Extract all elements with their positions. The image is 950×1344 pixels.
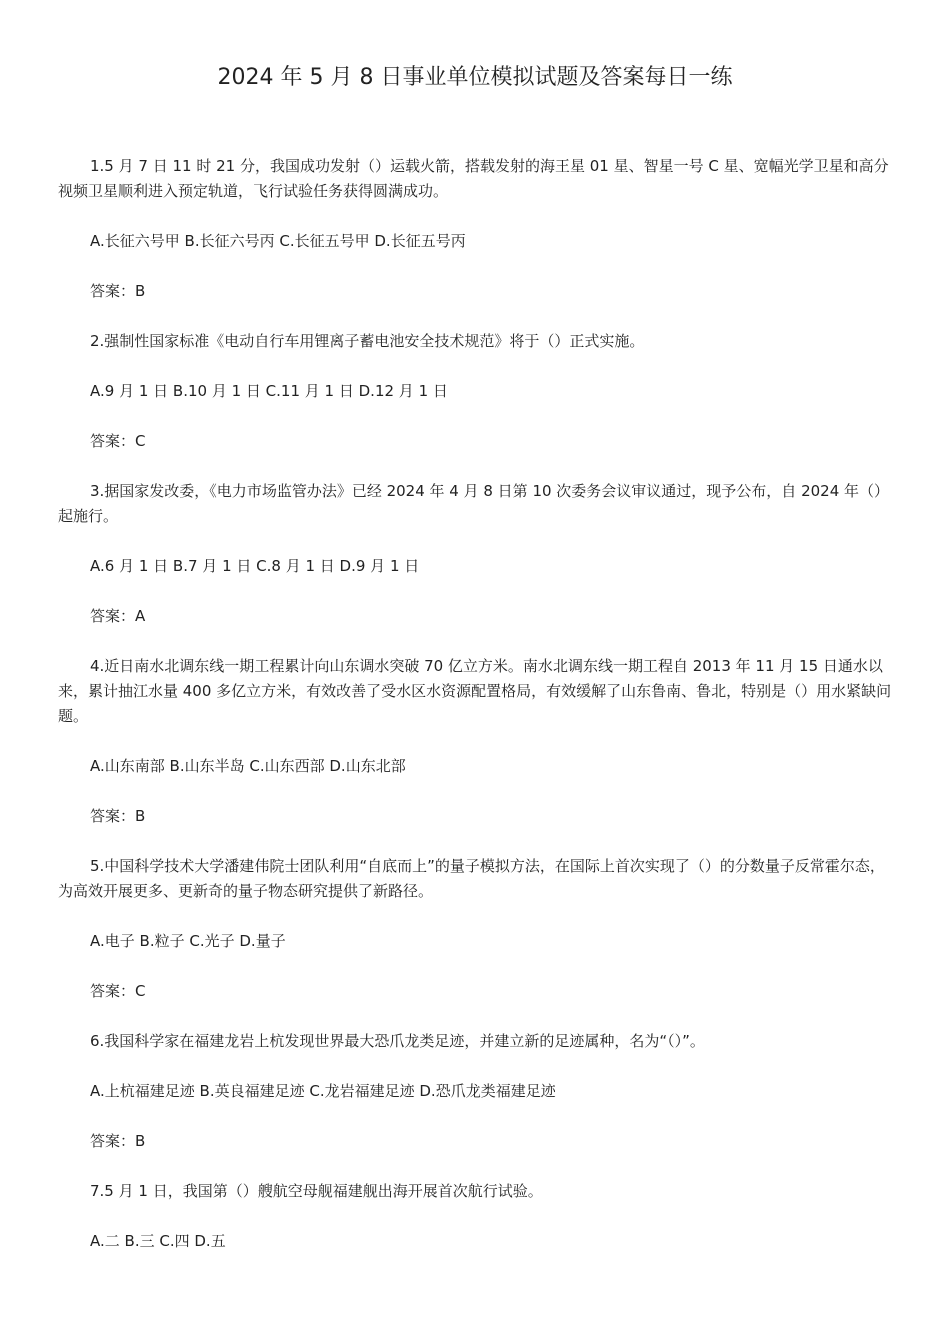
question-7-options: A.二 B.三 C.四 D.五 (90, 1232, 226, 1250)
question-3-answer: 答案：A (90, 607, 146, 625)
document-title: 2024 年 5 月 8 日事业单位模拟试题及答案每日一练 (217, 65, 733, 90)
question-2-stem: 2.强制性国家标准《电动自行车用锂离子蓄电池安全技术规范》将于（）正式实施。 (90, 332, 645, 350)
question-4-stem: 4.近日南水北调东线一期工程累计向山东调水突破 70 亿立方米。南水北调东线一期工程自 2013 年 11 月 15 日通水以来，累计抽江水量 400 多亿立方米，有效改善了受水区水资源配置格局，有效缓解了山东鲁南、鲁北，特别是（）用水紧缺问题。 (58, 657, 892, 725)
question-4-answer: 答案：B (90, 807, 146, 825)
question-6-answer: 答案：B (90, 1132, 146, 1150)
question-5-options: A.电子 B.粒子 C.光子 D.量子 (90, 932, 286, 950)
question-6-options: A.上杭福建足迹 B.英良福建足迹 C.龙岩福建足迹 D.恐爪龙类福建足迹 (90, 1082, 556, 1100)
question-3-stem: 3.据国家发改委，《电力市场监管办法》已经 2024 年 4 月 8 日第 10 次委务会议审议通过，现予公布，自 2024 年（）起施行。 (58, 482, 890, 525)
question-7-stem: 7.5 月 1 日，我国第（）艘航空母舰福建舰出海开展首次航行试验。 (90, 1182, 543, 1200)
question-1-options: A.长征六号甲 B.长征六号丙 C.长征五号甲 D.长征五号丙 (90, 232, 466, 250)
question-1-answer: 答案：B (90, 282, 146, 300)
question-3-options: A.6 月 1 日 B.7 月 1 日 C.8 月 1 日 D.9 月 1 日 (90, 557, 420, 575)
question-2-answer: 答案：C (90, 432, 146, 450)
question-2-options: A.9 月 1 日 B.10 月 1 日 C.11 月 1 日 D.12 月 1 日 (90, 382, 448, 400)
question-list (58, 154, 894, 1279)
question-5-answer: 答案：C (90, 982, 146, 1000)
question-5-stem: 5.中国科学技术大学潘建伟院士团队利用“自底而上”的量子模拟方法，在国际上首次实现了（）的分数量子反常霍尔态，为高效开展更多、更新奇的量子物态研究提供了新路径。 (58, 857, 885, 900)
question-4-options: A.山东南部 B.山东半岛 C.山东西部 D.山东北部 (90, 757, 406, 775)
question-6-stem: 6.我国科学家在福建龙岩上杭发现世界最大恐爪龙类足迹，并建立新的足迹属种，名为“（）”。 (90, 1032, 705, 1050)
question-1-stem: 1.5 月 7 日 11 时 21 分，我国成功发射（）运载火箭，搭载发射的海王星 01 星、智星一号 C 星、宽幅光学卫星和高分视频卫星顺利进入预定轨道，飞行试验任务获得圆满成功。 (58, 157, 889, 200)
